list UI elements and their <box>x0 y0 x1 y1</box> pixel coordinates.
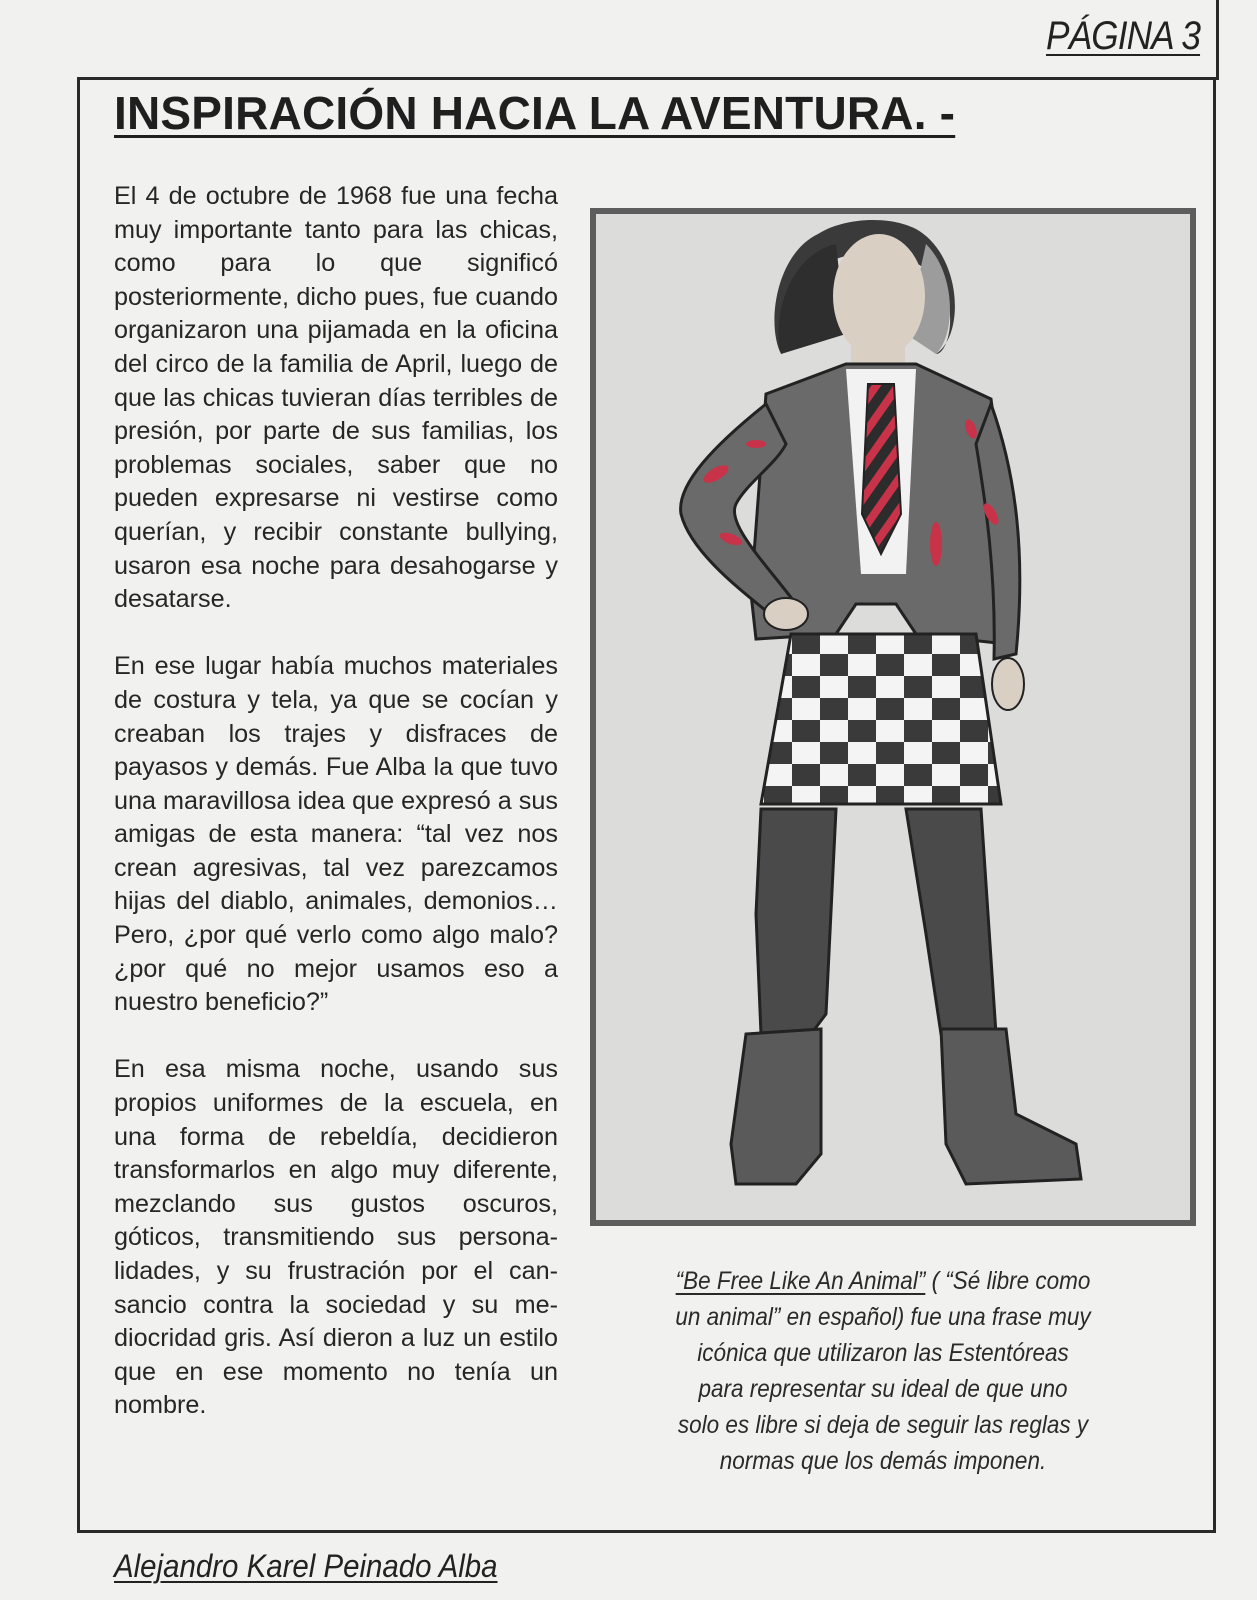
fashion-illustration <box>590 208 1196 1226</box>
paragraph-3: En esa misma noche, usando sus propios uniformes de la escuela, en una forma de rebeldía, decidieron transformarlos en algo muy diferente, mezclando sus gustos oscuros, góticos, transmitiendo sus personalidades, y su frustración por el cansancio contra la sociedad y su mediocridad gris. Así dieron a luz un estilo que en ese momento no tenía un nombre. <box>114 1055 558 1420</box>
left-boot <box>731 1029 821 1184</box>
author-signature: Alejandro Karel Peinado Alba <box>114 1548 498 1584</box>
page-number: PÁGINA 3 <box>1045 14 1200 58</box>
article-title: INSPIRACIÓN HACIA LA AVENTURA. - <box>114 87 956 139</box>
paragraph-1: El 4 de octubre de 1968 fue una fecha muy importante tanto para las chicas, como para lo que significó posteriormente, dicho pues, fue cuando organizaron una pijamada en la oficina del circo de la familia de April, luego de que las chicas tuvieran días terribles de presión, por parte de sus familias, los problemas sociales, saber que no pueden expresarse ni vestirse como querían, y recibir constante bullying, usaron esa noche para desahogarse y desatarse. <box>114 182 558 614</box>
caption-text: ( “Sé libre como un animal” en español) fue una frase muy icónica que utilizaron las Estentóreas para representar su ideal de que uno solo es libre si deja de seguir las reglas y normas que los demás imponen. <box>675 1267 1091 1475</box>
frame-corner-line <box>1216 0 1219 80</box>
article-body <box>114 180 558 1457</box>
figure-caption <box>675 1263 1091 1479</box>
left-leg <box>756 809 836 1034</box>
paragraph-2: En ese lugar había muchos materiales de costura y tela, ya que se cocían y creaban los trajes y disfraces de payasos y demás. Fue Alba la que tuvo una maravillosa idea que expresó a sus amigas de esta manera: “tal vez nos crean agresivas, tal vez parezcamos hijas del diablo, animales, demonios… Pero, ¿por qué verlo como algo malo? ¿por qué no mejor usamos eso a nuestro beneficio?” <box>114 652 558 1017</box>
checkered-skirt <box>761 634 1001 804</box>
illustration-drawing <box>596 214 1190 1220</box>
face <box>833 234 925 358</box>
caption-quote: “Be Free Like An Animal” <box>675 1267 926 1295</box>
